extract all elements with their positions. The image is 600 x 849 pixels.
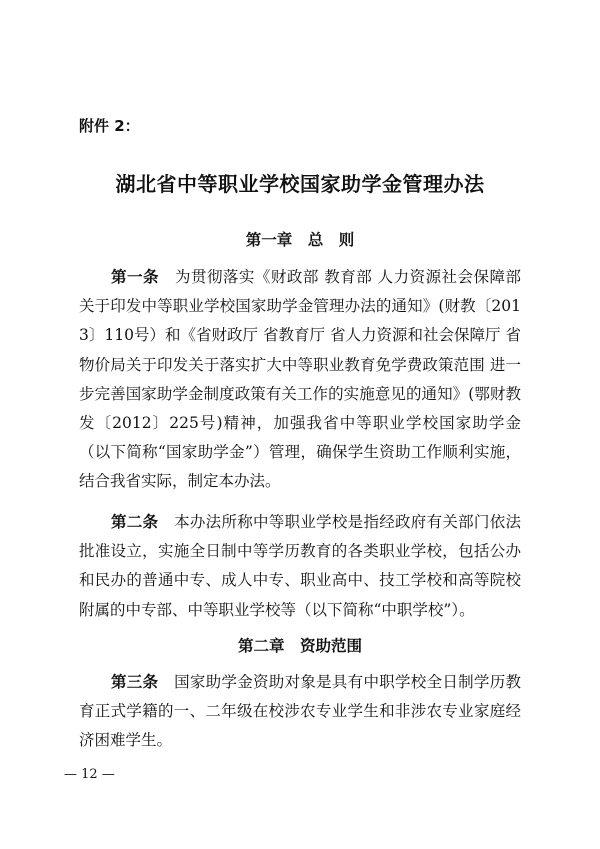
- chapter-heading-1: 第一章 总 则: [245, 231, 355, 249]
- article-3-text: 国家助学金资助对象是具有中职学校全日制学历教育正式学籍的一、二年级在校涉农专业学生和非涉农专业家庭经济困难学生。: [79, 673, 521, 750]
- article-2: [79, 508, 521, 625]
- article-1-label: 第一条: [111, 268, 159, 286]
- article-2-label: 第二条: [111, 513, 159, 531]
- attachment-label: 附件 2：: [79, 117, 140, 135]
- article-3-label: 第三条: [111, 673, 159, 691]
- page-number: — 12 —: [64, 767, 115, 782]
- article-1-text: 为贯彻落实《财政部 教育部 人力资源社会保障部关于印发中等职业学校国家助学金管理办法的通知》(财教〔2013〕110号）和《省财政厅 省教育厅 省人力资源和社会保障厅 省物价局关于印发关于落实扩大中等职业教育免学费政策范围 进一步完善国家助学金制度政策有关工作的实施意见的通知》(鄂财教发〔2012〕225号)精神，加强我省中等职业学校国家助学金（以下简称“国家助学金”）管理，确保学生资助工作顺利实施，结合我省实际，制定本办法。: [79, 268, 521, 491]
- chapter-heading-2: 第二章 资助范围: [237, 637, 362, 655]
- article-1: [79, 263, 521, 497]
- article-2-text: 本办法所称中等职业学校是指经政府有关部门依法批准设立，实施全日制中等学历教育的各类职业学校，包括公办和民办的普通中专、成人中专、职业高中、技工学校和高等院校附属的中专部、中等职业学校等（以下简称“中职学校”）。: [79, 513, 521, 619]
- article-3: [79, 668, 521, 756]
- document-title: 湖北省中等职业学校国家助学金管理办法: [115, 172, 485, 196]
